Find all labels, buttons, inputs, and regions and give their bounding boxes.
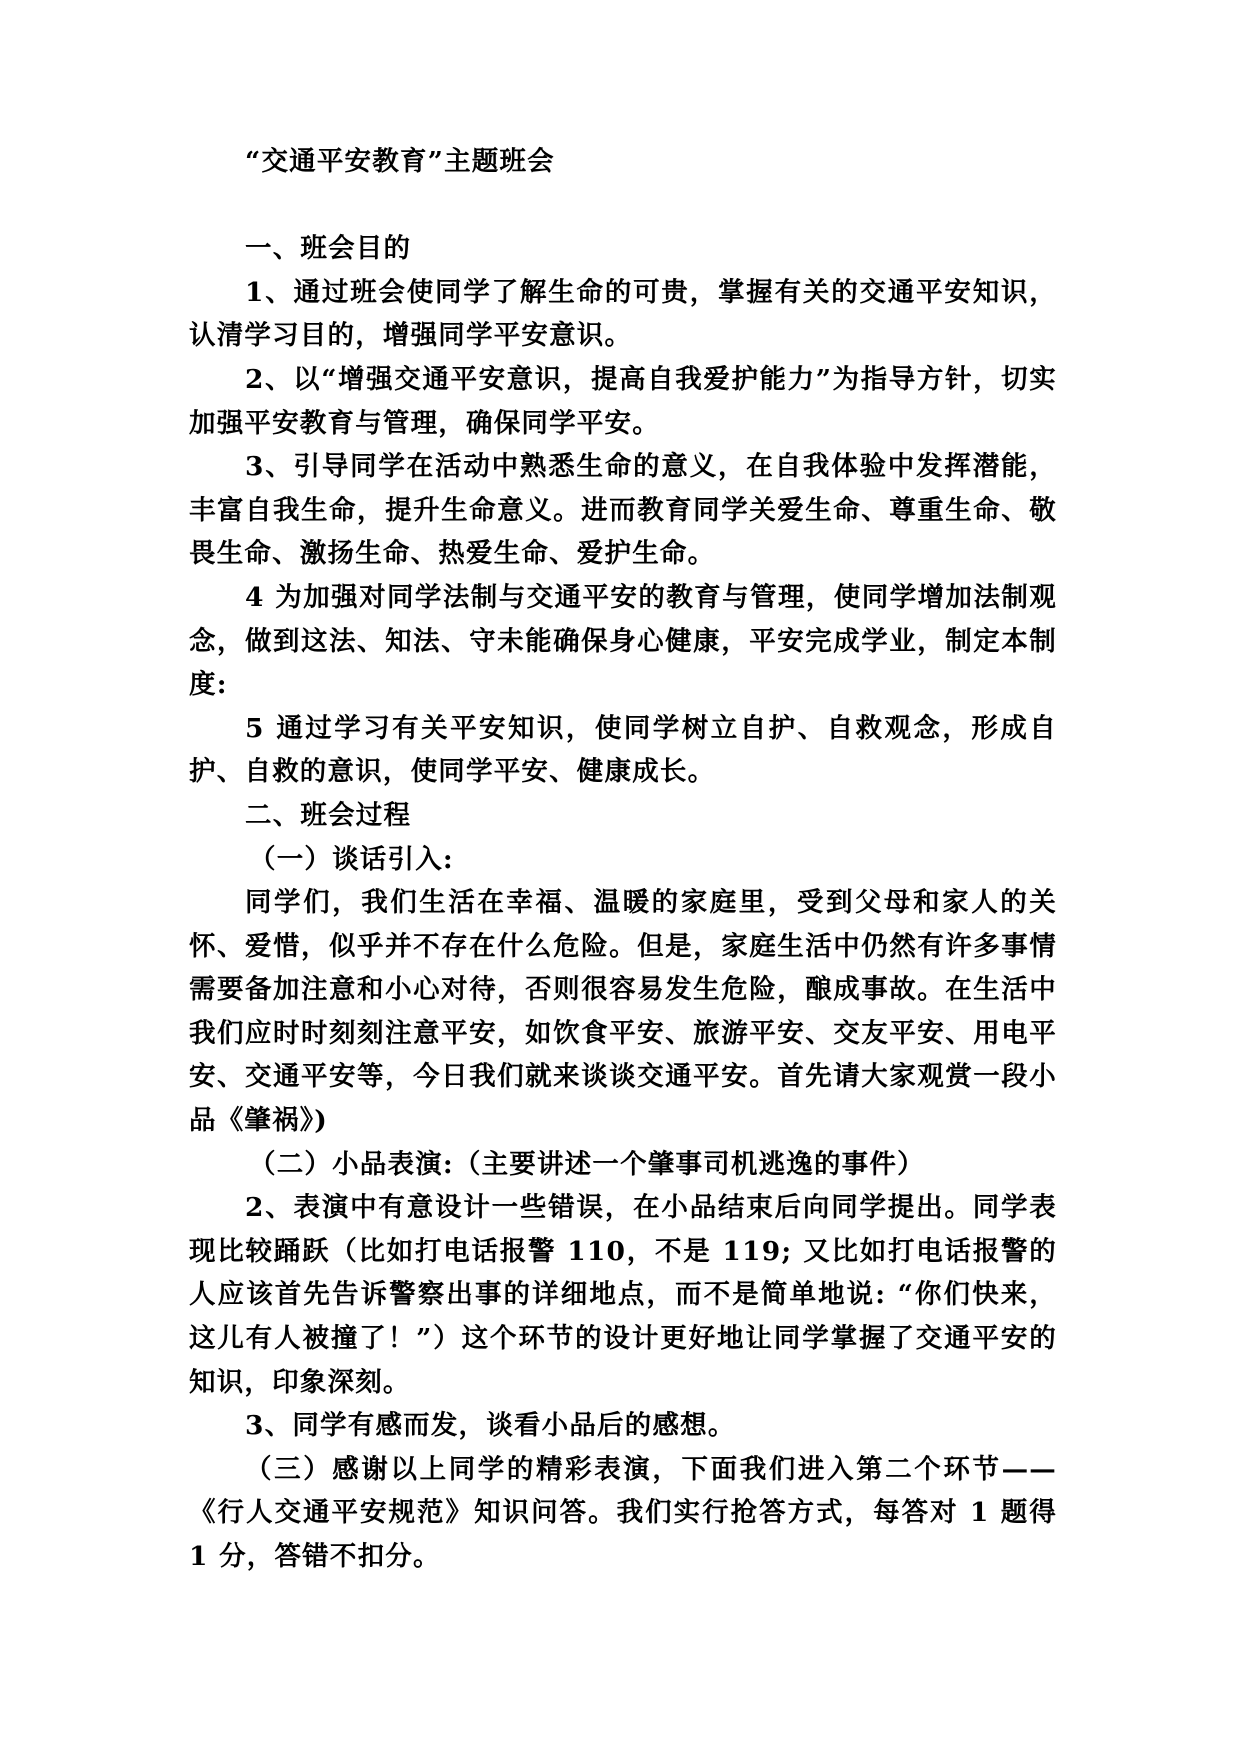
process-part1-heading: （一）谈话引入: bbox=[249, 843, 454, 875]
document-title: “交通平安教育”主题班会 bbox=[245, 146, 555, 177]
section-heading-process: 二、班会过程 bbox=[245, 799, 412, 831]
section-heading-purpose: 一、班会目的 bbox=[245, 233, 412, 265]
process-part2-item3: 3、同学有感而发，谈看小品后的感想。 bbox=[245, 1410, 736, 1442]
purpose-item-3: 3、引导同学在活动中熟悉生命的意义，在自我体验中发挥潜能，丰富自我生命，提升生命意义。进而教育同学关爱生命、尊重生命、敬畏生命、激扬生命、热爱生命、爱护生命。 bbox=[189, 451, 1057, 570]
process-part3-text: （三）感谢以上同学的精彩表演，下面我们进入第二个环节——《行人交通平安规范》知识问答。我们实行抢答方式，每答对 1 题得 1 分，答错不扣分。 bbox=[189, 1453, 1057, 1572]
purpose-item-5: 5 通过学习有关平安知识，使同学树立自护、自救观念，形成自护、自救的意识，使同学平安、健康成长。 bbox=[189, 712, 1057, 788]
document-body bbox=[189, 140, 1057, 1579]
process-part2-heading: （二）小品表演:（主要讲述一个肇事司机逃逸的事件） bbox=[249, 1148, 925, 1180]
process-part1-text: 同学们，我们生活在幸福、温暖的家庭里，受到父母和家人的关怀、爱惜，似乎并不存在什么危险。但是，家庭生活中仍然有许多事情需要备加注意和小心对待，否则很容易发生危险，酿成事故。在生活中我们应时时刻刻注意平安，如饮食平安、旅游平安、交友平安、用电平安、交通平安等，今日我们就来谈谈交通平安。首先请大家观赏一段小品《肇祸》) bbox=[189, 887, 1057, 1137]
blank-line bbox=[189, 184, 1057, 228]
purpose-item-2: 2、以“增强交通平安意识，提高自我爱护能力”为指导方针，切实加强平安教育与管理，确保同学平安。 bbox=[189, 363, 1057, 439]
purpose-item-1: 1、通过班会使同学了解生命的可贵，掌握有关的交通平安知识，认清学习目的，增强同学平安意识。 bbox=[189, 276, 1057, 352]
purpose-item-4: 4 为加强对同学法制与交通平安的教育与管理，使同学增加法制观念，做到这法、知法、守未能确保身心健康，平安完成学业，制定本制度: bbox=[189, 581, 1057, 701]
process-part2-item2: 2、表演中有意设计一些错误，在小品结束后向同学提出。同学表现比较踊跃（比如打电话报警 110，不是 119; 又比如打电话报警的人应该首先告诉警察出事的详细地点，而不是简单地说: “你们快来，这儿有人被撞了！”）这个环节的设计更好地让同学掌握了交通平安的知识，印象深刻。 bbox=[189, 1192, 1057, 1398]
